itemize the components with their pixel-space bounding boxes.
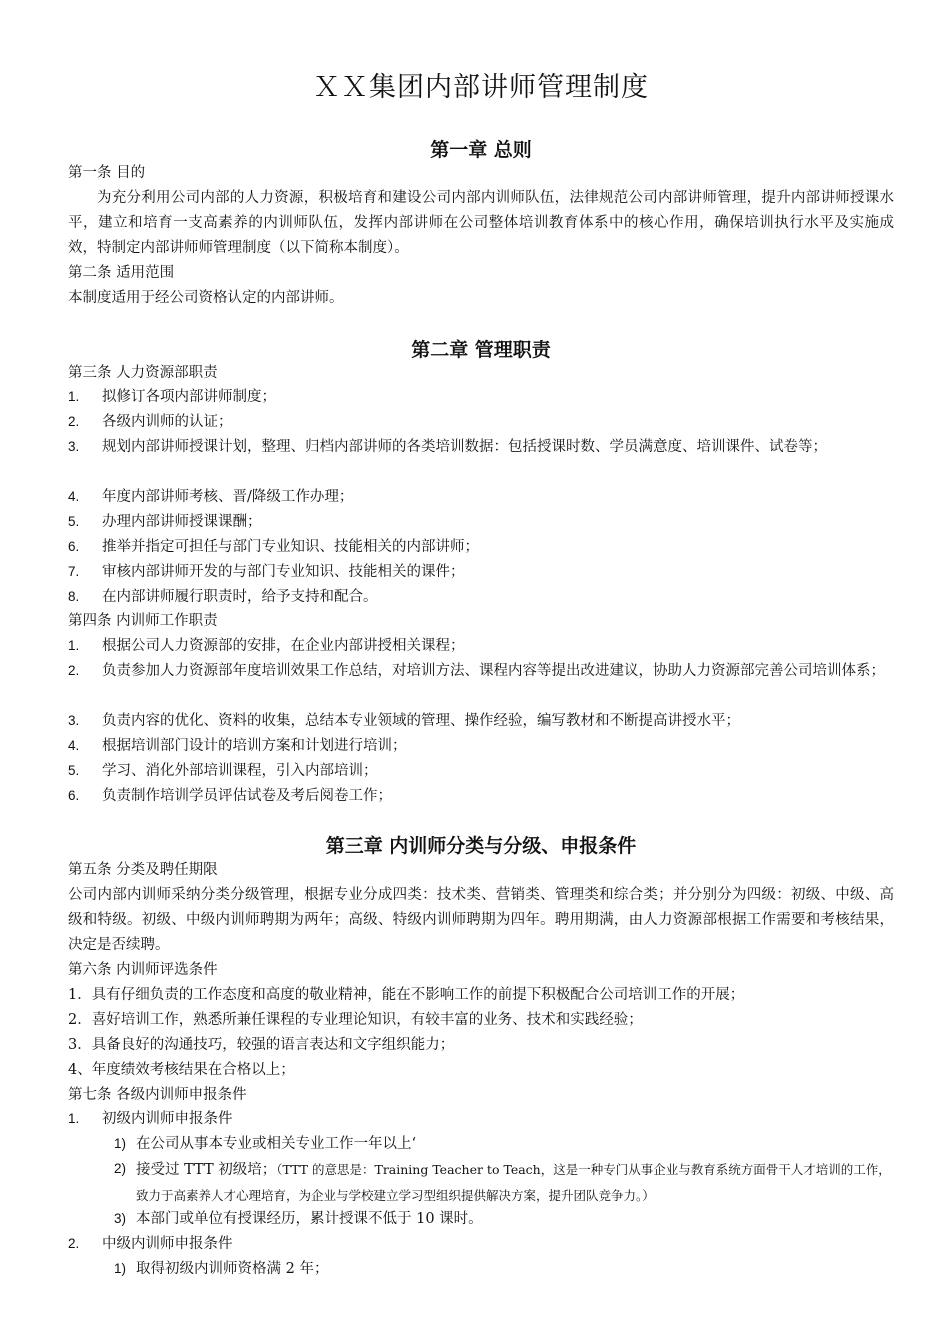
sub-item-number: 1)	[114, 1136, 127, 1151]
list-item-number: 2.	[68, 414, 80, 429]
sub-item	[136, 1157, 894, 1209]
article-5-title: 第五条 分类及聘任期限	[68, 862, 218, 878]
list-item: 学习、消化外部培训课程，引入内部培训；	[102, 763, 378, 779]
list-item-number: 1.	[68, 1111, 80, 1126]
sub-item-number: 2)	[114, 1161, 127, 1176]
list-item: 审核内部讲师开发的与部门专业知识、技能相关的课件；	[102, 564, 465, 580]
list-item: 负责内容的优化、资料的收集，总结本专业领域的管理、操作经验，编写教材和不断提高讲授水平；	[102, 713, 740, 729]
list-item: 各级内训师的认证；	[102, 414, 233, 430]
sub-item-note: （TTT 的意思是：Training Teacher to Teach，这是一种专门从事企业与教育系统方面骨干人才培训的工作，致力于高素养人才心理培育，为企业与学校建立学习型组织提供解决方案，提升团队竞争力。）	[136, 1162, 891, 1203]
sub-item: 取得初级内训师资格满 2 年；	[136, 1261, 329, 1277]
chapter-1-heading: 第一章 总则	[430, 139, 532, 161]
list-item: 根据公司人力资源部的安排，在企业内部讲授相关课程；	[102, 638, 465, 654]
article-2-body: 本制度适用于经公司资格认定的内部讲师。	[68, 290, 344, 306]
sub-item-text: 接受过 TTT 初级培；	[136, 1162, 277, 1178]
list-item: 负责制作培训学员评估试卷及考后阅卷工作；	[102, 788, 392, 804]
sub-item: 本部门或单位有授课经历，累计授课不低于 10 课时。	[136, 1211, 483, 1227]
article-3-title: 第三条 人力资源部职责	[68, 365, 218, 381]
list-item-number: 2.	[68, 663, 80, 678]
list-item-number: 6.	[68, 788, 80, 803]
list-item: 3．具备良好的沟通技巧，较强的语言表达和文字组织能力；	[68, 1037, 455, 1053]
list-item: 在内部讲师履行职责时，给予支持和配合。	[102, 589, 378, 605]
list-item: 负责参加人力资源部年度培训效果工作总结，对培训方法、课程内容等提出改进建议，协助人力资源部完善公司培训体系；	[102, 663, 885, 679]
list-item: 根据培训部门设计的培训方案和计划进行培训；	[102, 738, 407, 754]
list-item: 中级内训师申报条件	[102, 1236, 233, 1252]
list-item-number: 3.	[68, 439, 80, 454]
list-item-number: 2.	[68, 1236, 80, 1251]
list-item: 拟修订各项内部讲师制度；	[102, 389, 276, 405]
list-item-number: 4.	[68, 738, 80, 753]
document-title: ＸＸ集团内部讲师管理制度	[313, 72, 649, 103]
list-item: 初级内训师申报条件	[102, 1111, 233, 1127]
list-item-number: 1.	[68, 389, 80, 404]
chapter-2-heading: 第二章 管理职责	[411, 339, 551, 361]
list-item: 1．具有仔细负责的工作态度和高度的敬业精神，能在不影响工作的前提下积极配合公司培训工作的开展；	[68, 987, 745, 1003]
list-item-number: 3.	[68, 713, 80, 728]
chapter-3-heading: 第三章 内训师分类与分级、申报条件	[325, 835, 637, 857]
article-5-body: 公司内部内训师采纳分类分级管理，根据专业分成四类：技术类、营销类、管理类和综合类；并分别分为四级：初级、中级、高级和特级。初级、中级内训师聘期为两年；高级、特级内训师聘期为四年。聘用期满，由人力资源部根据工作需要和考核结果，决定是否续聘。	[68, 887, 894, 953]
list-item-number: 8.	[68, 589, 80, 604]
list-item: 2．喜好培训工作，熟悉所兼任课程的专业理论知识，有较丰富的业务、技术和实践经验；	[68, 1012, 643, 1028]
article-7-title: 第七条 各级内训师申报条件	[68, 1087, 247, 1103]
list-item: 年度内部讲师考核、晋/降级工作办理；	[102, 489, 354, 505]
list-item-number: 5.	[68, 763, 80, 778]
article-4-title: 第四条 内训师工作职责	[68, 613, 218, 629]
article-2-title: 第二条 适用范围	[68, 265, 175, 281]
article-1-title: 第一条 目的	[68, 165, 146, 181]
list-item: 办理内部讲师授课课酬；	[102, 514, 262, 530]
list-item: 推举并指定可担任与部门专业知识、技能相关的内部讲师；	[102, 539, 479, 555]
article-1-body: 为充分利用公司内部的人力资源，积极培育和建设公司内部内训师队伍，法律规范公司内部讲师管理，提升内部讲师授课水平，建立和培育一支高素养的内训师队伍，发挥内部讲师在公司整体培训教育体系中的核心作用，确保培训执行水平及实施成效，特制定内部讲师师管理制度（以下简称本制度）。	[68, 190, 894, 256]
list-item-number: 4.	[68, 489, 80, 504]
list-item-number: 7.	[68, 564, 80, 579]
list-item-number: 1.	[68, 638, 80, 653]
list-item-number: 6.	[68, 539, 80, 554]
sub-item-number: 1)	[114, 1261, 127, 1276]
sub-item: 在公司从事本专业或相关专业工作一年以上‘	[136, 1136, 417, 1152]
article-6-title: 第六条 内训师评选条件	[68, 962, 218, 978]
list-item: 规划内部讲师授课计划，整理、归档内部讲师的各类培训数据：包括授课时数、学员满意度、培训课件、试卷等；	[102, 439, 827, 455]
list-item: 4、年度绩效考核结果在合格以上；	[68, 1062, 295, 1078]
sub-item-number: 3)	[114, 1211, 127, 1226]
list-item-number: 5.	[68, 514, 80, 529]
